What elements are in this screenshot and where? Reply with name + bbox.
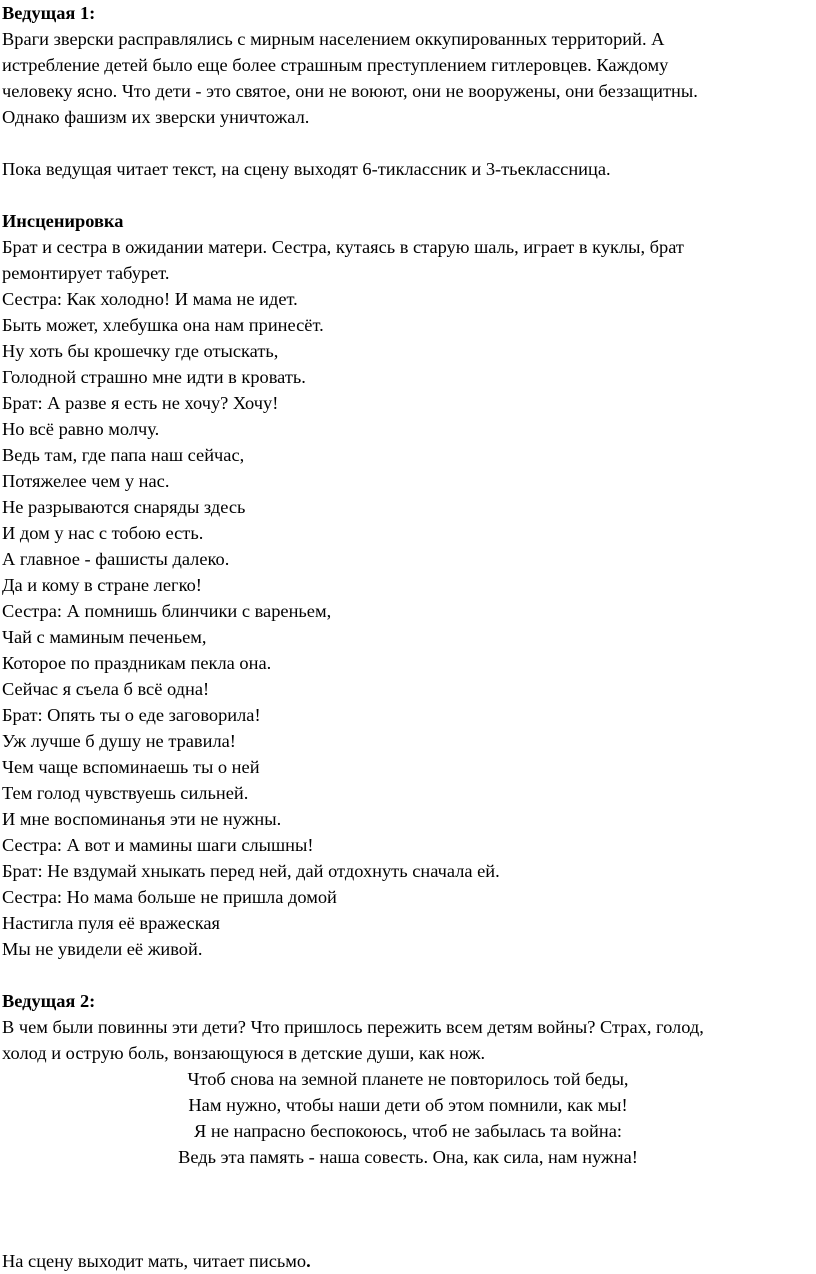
stage-note-final <box>2 1248 814 1274</box>
script-line: Брат: Опять ты о еде заговорила! <box>2 705 261 725</box>
script-line: Сестра: А помнишь блинчики с вареньем, <box>2 601 332 621</box>
script-line: Потяжелее чем у нас. <box>2 471 170 491</box>
script-line: Чай с маминым печеньем, <box>2 627 207 647</box>
stage-note-period: . <box>306 1251 311 1271</box>
script-line: Но всё равно молчу. <box>2 419 160 439</box>
section-heading-host1: Ведущая 1: <box>2 3 96 23</box>
script-line: И дом у нас с тобою есть. <box>2 523 204 543</box>
section-heading-host2: Ведущая 2: <box>2 991 96 1011</box>
script-line: А главное - фашисты далеко. <box>2 549 230 569</box>
script-line: Брат и сестра в ожидании матери. Сестра, кутаясь в старую шаль, играет в куклы, брат <box>2 237 684 257</box>
script-line: Не разрываются снаряды здесь <box>2 497 246 517</box>
spacer <box>2 1170 814 1248</box>
paragraph-line: человеку ясно. Что дети - это святое, они не воюют, они не вооружены, они беззащитны. <box>2 81 698 101</box>
poem-stanza <box>2 1066 814 1170</box>
poem-line: Я не напрасно беспокоюсь, чтоб не забылась та война: <box>194 1121 622 1141</box>
script-line: Брат: Не вздумай хныкать перед ней, дай отдохнуть сначала ей. <box>2 861 500 881</box>
script-line: Уж лучше б душу не травила! <box>2 731 236 751</box>
script-line: Сестра: Но мама больше не пришла домой <box>2 887 337 907</box>
script-line: Мы не увидели её живой. <box>2 939 203 959</box>
script-line: Которое по праздникам пекла она. <box>2 653 272 673</box>
paragraph-line: В чем были повинны эти дети? Что пришлось пережить всем детям войны? Страх, голод, <box>2 1017 704 1037</box>
script-line: Сестра: Как холодно! И мама не идет. <box>2 289 298 309</box>
script-line: Быть может, хлебушка она нам принесёт. <box>2 315 324 335</box>
spacer <box>2 182 814 208</box>
paragraph-line: Однако фашизм их зверски уничтожал. <box>2 107 310 127</box>
script-line: Тем голод чувствуешь сильней. <box>2 783 249 803</box>
script-line: Ведь там, где папа наш сейчас, <box>2 445 245 465</box>
script-line: Сейчас я съела б всё одна! <box>2 679 210 699</box>
script-line: Настигла пуля её вражеская <box>2 913 220 933</box>
document-page <box>2 0 814 1274</box>
script-line: Да и кому в стране легко! <box>2 575 202 595</box>
poem-line: Ведь эта память - наша совесть. Она, как сила, нам нужна! <box>178 1147 638 1167</box>
script-line: Сестра: А вот и мамины шаги слышны! <box>2 835 314 855</box>
script-line: Ну хоть бы крошечку где отыскать, <box>2 341 279 361</box>
script-line: И мне воспоминанья эти не нужны. <box>2 809 282 829</box>
script-line: ремонтирует табурет. <box>2 263 170 283</box>
spacer <box>2 130 814 156</box>
script-line: Брат: А разве я есть не хочу? Хочу! <box>2 393 279 413</box>
poem-line: Чтоб снова на земной планете не повторилось той беды, <box>187 1069 629 1089</box>
paragraph-line: истребление детей было еще более страшным преступлением гитлеровцев. Каждому <box>2 55 669 75</box>
section-heading-staging: Инсценировка <box>2 211 124 231</box>
script-line: Голодной страшно мне идти в кровать. <box>2 367 306 387</box>
poem-line: Нам нужно, чтобы наши дети об этом помнили, как мы! <box>188 1095 628 1115</box>
stage-note: Пока ведущая читает текст, на сцену выходят 6-тиклассник и 3-тьеклассница. <box>2 159 611 179</box>
paragraph-line: Враги зверски расправлялись с мирным населением оккупированных территорий. А <box>2 29 665 49</box>
script-line: Чем чаще вспоминаешь ты о ней <box>2 757 260 777</box>
spacer <box>2 962 814 988</box>
paragraph-line: холод и острую боль, вонзающуюся в детские души, как нож. <box>2 1043 486 1063</box>
stage-note-text: На сцену выходит мать, читает письмо <box>2 1251 307 1271</box>
